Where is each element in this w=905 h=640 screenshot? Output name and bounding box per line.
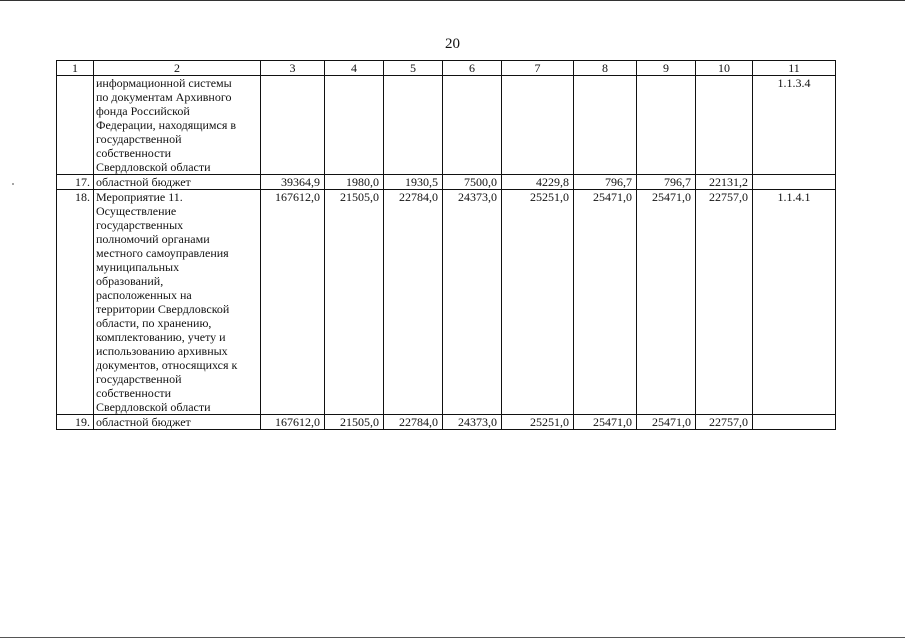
- row-name-line: государственных: [96, 218, 184, 232]
- budget-table: [56, 60, 836, 430]
- row-name-line: областной бюджет: [96, 175, 191, 189]
- table-row: [57, 76, 836, 175]
- header-cell-7: 7: [502, 61, 574, 76]
- scan-bottom-edge: [0, 637, 905, 638]
- row-name-line: Федерации, находящимся в: [96, 118, 237, 132]
- row-name-line: полномочий органами: [96, 232, 210, 246]
- code-cell: [753, 175, 836, 190]
- row-number: 17.: [57, 175, 94, 190]
- row-name-line: по документам Архивного: [96, 90, 232, 104]
- row-name-line: областной бюджет: [96, 415, 191, 429]
- value-cell: 24373,0: [443, 190, 502, 415]
- table-row: [57, 175, 836, 190]
- row-number: [57, 76, 94, 175]
- value-cell: 22131,2: [696, 175, 753, 190]
- row-name-line: расположенных на: [96, 288, 192, 302]
- value-cell: 24373,0: [443, 415, 502, 430]
- header-cell-6: 6: [443, 61, 502, 76]
- header-row: [57, 61, 836, 76]
- code-cell: [753, 415, 836, 430]
- value-cell: 167612,0: [261, 415, 325, 430]
- value-cell: [696, 76, 753, 175]
- row-name: [94, 175, 261, 190]
- value-cell: 25471,0: [637, 415, 696, 430]
- header-cell-11: 11: [753, 61, 836, 76]
- value-cell: 22784,0: [384, 415, 443, 430]
- value-cell: 21505,0: [325, 190, 384, 415]
- row-name-line: Мероприятие 11.: [96, 190, 183, 204]
- value-cell: 25471,0: [637, 190, 696, 415]
- value-cell: [443, 76, 502, 175]
- row-name-line: местного самоуправления: [96, 246, 229, 260]
- row-number: 19.: [57, 415, 94, 430]
- value-cell: 1980,0: [325, 175, 384, 190]
- code-cell: 1.1.4.1: [753, 190, 836, 415]
- value-cell: 22757,0: [696, 190, 753, 415]
- table-row: [57, 190, 836, 415]
- value-cell: [637, 76, 696, 175]
- header-cell-8: 8: [574, 61, 637, 76]
- row-name-line: Свердловской области: [96, 160, 211, 174]
- value-cell: 25471,0: [574, 415, 637, 430]
- header-cell-9: 9: [637, 61, 696, 76]
- scan-top-edge: [0, 0, 905, 1]
- value-cell: 22784,0: [384, 190, 443, 415]
- value-cell: 25471,0: [574, 190, 637, 415]
- row-name: [94, 76, 261, 175]
- row-name-line: Свердловской области: [96, 400, 211, 414]
- row-name-line: собственности: [96, 386, 172, 400]
- value-cell: 25251,0: [502, 190, 574, 415]
- value-cell: [384, 76, 443, 175]
- header-cell-10: 10: [696, 61, 753, 76]
- row-name-line: информационной системы: [96, 76, 232, 90]
- value-cell: [574, 76, 637, 175]
- row-name-line: использованию архивных: [96, 344, 228, 358]
- row-name-line: территории Свердловской: [96, 302, 230, 316]
- row-name-line: образований,: [96, 274, 164, 288]
- row-name-line: государственной: [96, 372, 182, 386]
- header-cell-4: 4: [325, 61, 384, 76]
- row-number: 18.: [57, 190, 94, 415]
- value-cell: [502, 76, 574, 175]
- row-name-line: документов, относящихся к: [96, 358, 238, 372]
- value-cell: 39364,9: [261, 175, 325, 190]
- row-name: [94, 190, 261, 415]
- header-cell-1: 1: [57, 61, 94, 76]
- header-cell-5: 5: [384, 61, 443, 76]
- row-name: [94, 415, 261, 430]
- value-cell: 25251,0: [502, 415, 574, 430]
- scan-speck: [12, 183, 14, 185]
- row-name-line: Осуществление: [96, 204, 177, 218]
- row-name-line: фонда Российской: [96, 104, 190, 118]
- value-cell: 1930,5: [384, 175, 443, 190]
- code-cell: 1.1.3.4: [753, 76, 836, 175]
- row-name-line: государственной: [96, 132, 182, 146]
- row-name-line: собственности: [96, 146, 172, 160]
- header-cell-3: 3: [261, 61, 325, 76]
- value-cell: 796,7: [637, 175, 696, 190]
- header-cell-2: 2: [94, 61, 261, 76]
- value-cell: [261, 76, 325, 175]
- row-name-line: комплектованию, учету и: [96, 330, 226, 344]
- table-row: [57, 415, 836, 430]
- value-cell: 22757,0: [696, 415, 753, 430]
- value-cell: [325, 76, 384, 175]
- row-name-line: области, по хранению,: [96, 316, 212, 330]
- page-number: 20: [445, 36, 460, 52]
- value-cell: 167612,0: [261, 190, 325, 415]
- value-cell: 796,7: [574, 175, 637, 190]
- value-cell: 7500,0: [443, 175, 502, 190]
- row-name-line: муниципальных: [96, 260, 180, 274]
- value-cell: 21505,0: [325, 415, 384, 430]
- value-cell: 4229,8: [502, 175, 574, 190]
